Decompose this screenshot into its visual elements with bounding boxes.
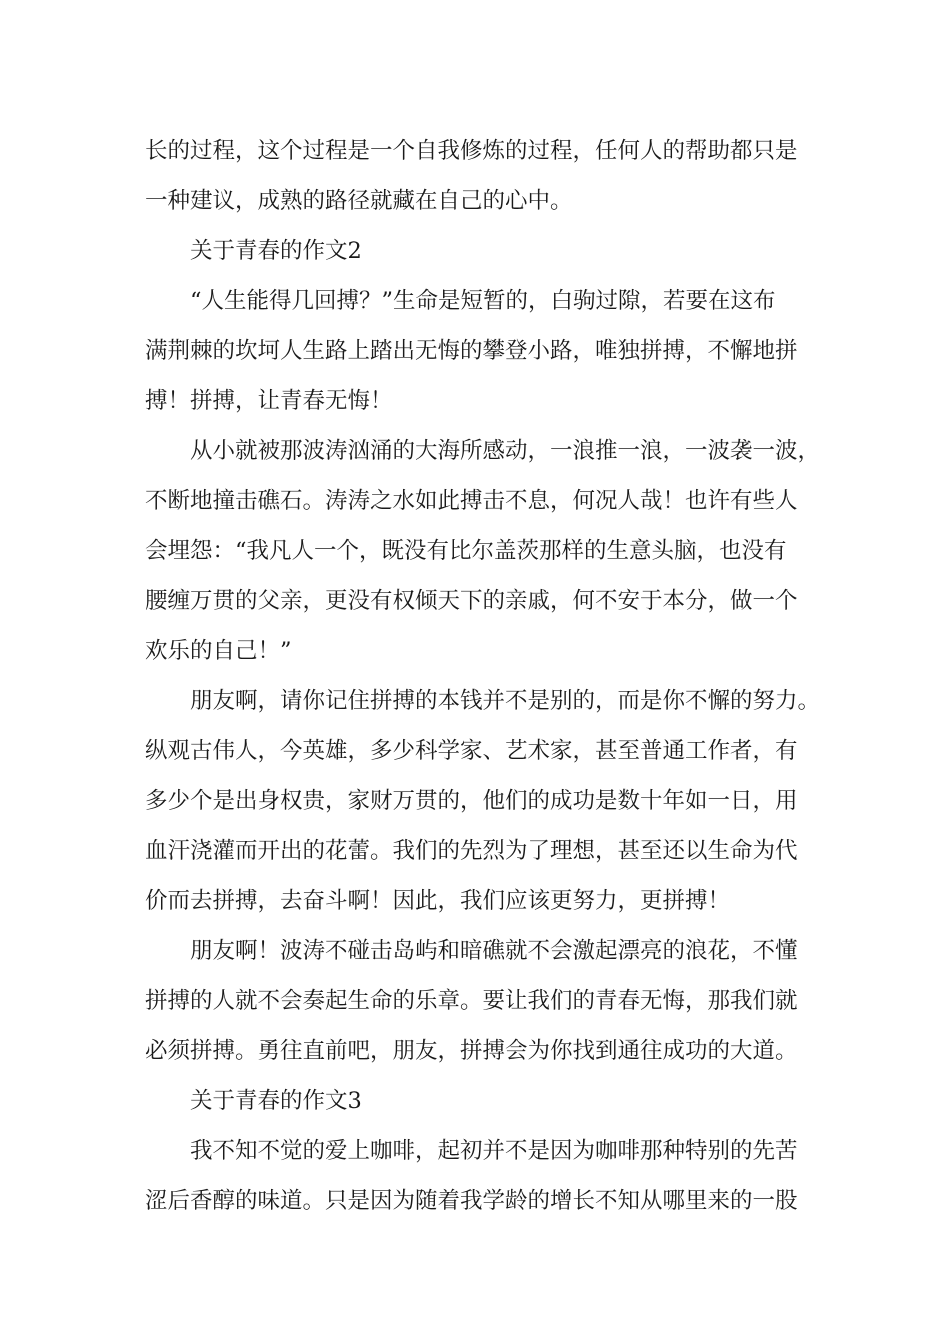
text-line: 多少个是出身权贵，家财万贯的，他们的成功是数十年如一日，用 bbox=[145, 788, 798, 814]
text-line: 必须拼搏。勇往直前吧，朋友，拼搏会为你找到通往成功的大道。 bbox=[145, 1038, 798, 1064]
text-line: 涩后香醇的味道。只是因为随着我学龄的增长不知从哪里来的一股 bbox=[145, 1188, 798, 1214]
text-line: 欢乐的自己！” bbox=[145, 638, 292, 664]
section-heading-essay-2: 关于青春的作文2 bbox=[190, 238, 362, 264]
text-line: 我不知不觉的爱上咖啡，起初并不是因为咖啡那种特别的先苦 bbox=[190, 1138, 798, 1164]
text-line: 长的过程，这个过程是一个自我修炼的过程，任何人的帮助都只是 bbox=[145, 138, 798, 164]
text-line: 纵观古伟人，今英雄，多少科学家、艺术家，甚至普通工作者，有 bbox=[145, 738, 798, 764]
section-heading-essay-3: 关于青春的作文3 bbox=[190, 1088, 362, 1114]
text-line: 不断地撞击礁石。涛涛之水如此搏击不息，何况人哉！也许有些人 bbox=[145, 488, 798, 514]
text-line: 朋友啊！波涛不碰击岛屿和暗礁就不会激起漂亮的浪花，不懂 bbox=[190, 938, 798, 964]
text-line: 朋友啊，请你记住拼搏的本钱并不是别的，而是你不懈的努力。 bbox=[190, 688, 821, 714]
text-line: 腰缠万贯的父亲，更没有权倾天下的亲戚，何不安于本分，做一个 bbox=[145, 588, 798, 614]
text-line: 搏！拼搏，让青春无悔！ bbox=[145, 388, 393, 414]
text-line: 会埋怨：“我凡人一个，既没有比尔盖茨那样的生意头脑，也没有 bbox=[145, 538, 787, 564]
text-line: “人生能得几回搏？”生命是短暂的，白驹过隙，若要在这布 bbox=[190, 288, 776, 314]
text-line: 一种建议，成熟的路径就藏在自己的心中。 bbox=[145, 188, 573, 214]
text-line: 价而去拼搏，去奋斗啊！因此，我们应该更努力，更拼搏！ bbox=[145, 888, 731, 914]
text-line: 满荆棘的坎坷人生路上踏出无悔的攀登小路，唯独拼搏，不懈地拼 bbox=[145, 338, 798, 364]
text-line: 血汗浇灌而开出的花蕾。我们的先烈为了理想，甚至还以生命为代 bbox=[145, 838, 798, 864]
text-line: 从小就被那波涛汹涌的大海所感动，一浪推一浪，一波袭一波， bbox=[190, 438, 821, 464]
text-line: 拼搏的人就不会奏起生命的乐章。要让我们的青春无悔，那我们就 bbox=[145, 988, 798, 1014]
